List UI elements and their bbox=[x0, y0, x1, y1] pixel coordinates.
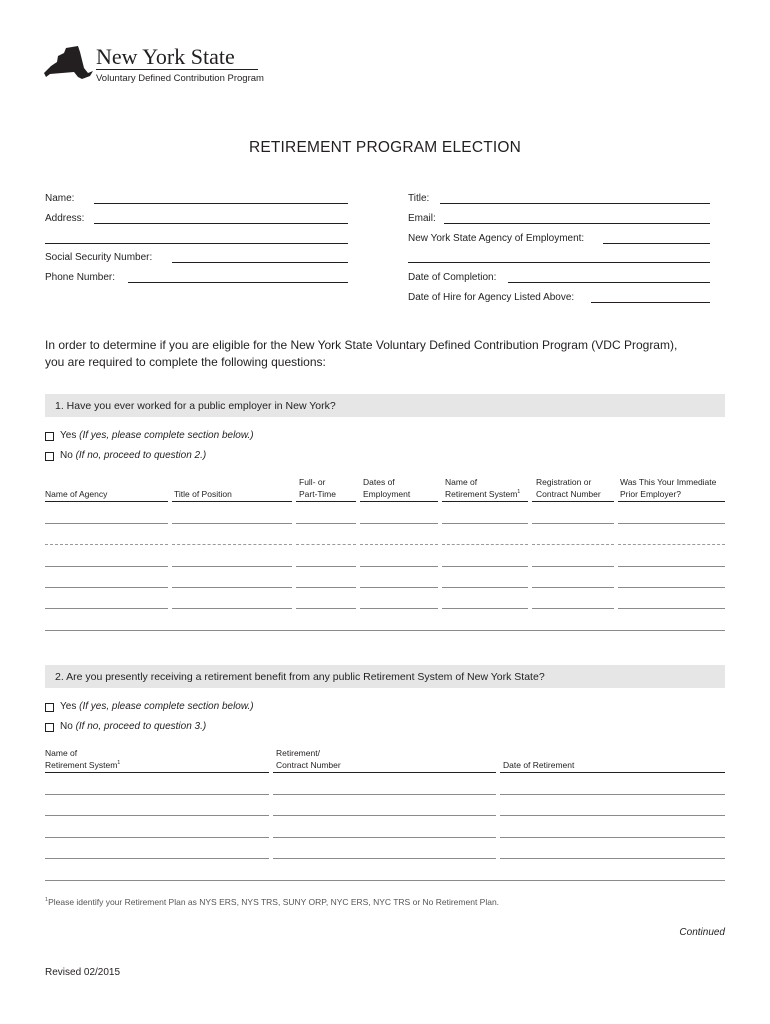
q2-no-checkbox[interactable] bbox=[45, 723, 54, 732]
q2-no-note: (If no, proceed to question 3.) bbox=[75, 721, 207, 732]
col-agency-header: Name of Agency bbox=[45, 489, 108, 499]
hire-date-input-line[interactable] bbox=[591, 302, 710, 303]
q2-no-label: No bbox=[60, 721, 73, 732]
org-name: New York State bbox=[96, 44, 235, 69]
agency-input-line-2[interactable] bbox=[408, 262, 710, 263]
footnote-text: Please identify your Retirement Plan as NYS ERS, NYS TRS, SUNY ORP, NYC ERS, NYC TRS or No Retirement Plan. bbox=[48, 897, 500, 907]
ssn-input-line[interactable] bbox=[172, 262, 348, 263]
q2-yes-label: Yes bbox=[60, 701, 77, 712]
col-dates-header: Dates of Employment bbox=[363, 477, 411, 499]
q2-no-option bbox=[60, 721, 206, 732]
q2-yes-note: (If yes, please complete section below.) bbox=[79, 701, 254, 712]
footnote bbox=[45, 897, 499, 907]
footnote-mark: 1 bbox=[45, 897, 49, 904]
email-input-line[interactable] bbox=[444, 223, 710, 224]
q1-no-note: (If no, proceed to question 2.) bbox=[75, 450, 207, 461]
col-registration-header: Registration or Contract Number bbox=[536, 477, 601, 499]
q1-yes-note: (If yes, please complete section below.) bbox=[79, 430, 254, 441]
col-position-header: Title of Position bbox=[174, 489, 232, 499]
question-1-bar: 1. Have you ever worked for a public employer in New York? bbox=[45, 394, 725, 417]
intro-line-2: you are required to complete the following questions: bbox=[45, 355, 326, 369]
q1-no-checkbox[interactable] bbox=[45, 452, 54, 461]
name-label: Name: bbox=[45, 193, 75, 204]
completion-date-input-line[interactable] bbox=[508, 282, 710, 283]
ssn-label: Social Security Number: bbox=[45, 252, 153, 263]
revised-date: Revised 02/2015 bbox=[45, 967, 121, 978]
continued-label: Continued bbox=[679, 927, 725, 938]
q1-yes-label: Yes bbox=[60, 430, 77, 441]
q1-yes-option bbox=[60, 430, 254, 441]
q2-yes-option bbox=[60, 701, 254, 712]
name-input-line[interactable] bbox=[94, 203, 348, 204]
agency-label: New York State Agency of Employment: bbox=[408, 233, 585, 244]
header-divider bbox=[96, 69, 258, 70]
title-label: Title: bbox=[408, 193, 430, 204]
agency-input-line[interactable] bbox=[603, 243, 710, 244]
title-input-line[interactable] bbox=[440, 203, 710, 204]
q1-yes-checkbox[interactable] bbox=[45, 432, 54, 441]
q2-yes-checkbox[interactable] bbox=[45, 703, 54, 712]
completion-date-label: Date of Completion: bbox=[408, 272, 497, 283]
address-label: Address: bbox=[45, 213, 85, 224]
q1-no-option bbox=[60, 450, 206, 461]
intro-line-1: In order to determine if you are eligible for the New York State Voluntary Defined Contribution Program (VDC Program), bbox=[45, 338, 678, 352]
hire-date-label: Date of Hire for Agency Listed Above: bbox=[408, 292, 575, 303]
col-system-header: Name of Retirement System$^1$ bbox=[445, 477, 521, 499]
page-title: RETIREMENT PROGRAM ELECTION bbox=[248, 139, 522, 156]
address-input-line[interactable] bbox=[94, 223, 348, 224]
phone-label: Phone Number: bbox=[45, 272, 116, 283]
col-prior-employer-header: Was This Your Immediate Prior Employer? bbox=[620, 477, 717, 499]
question-2-bar: 2. Are you presently receiving a retirement benefit from any public Retirement System of New York State? bbox=[45, 665, 725, 688]
phone-input-line[interactable] bbox=[128, 282, 348, 283]
new-york-state-map-icon bbox=[44, 46, 94, 82]
col-fulltime-header: Full- or Part-Time bbox=[299, 477, 336, 499]
email-label: Email: bbox=[408, 213, 436, 224]
q1-no-label: No bbox=[60, 450, 73, 461]
q2-col-date-header: Date of Retirement bbox=[503, 760, 575, 770]
q2-col-system-header: Name of Retirement System$^1$ bbox=[45, 748, 121, 770]
address-input-line-2[interactable] bbox=[45, 243, 348, 244]
q2-col-contract-header: Retirement/ Contract Number bbox=[276, 748, 341, 770]
program-name: Voluntary Defined Contribution Program bbox=[96, 73, 264, 84]
